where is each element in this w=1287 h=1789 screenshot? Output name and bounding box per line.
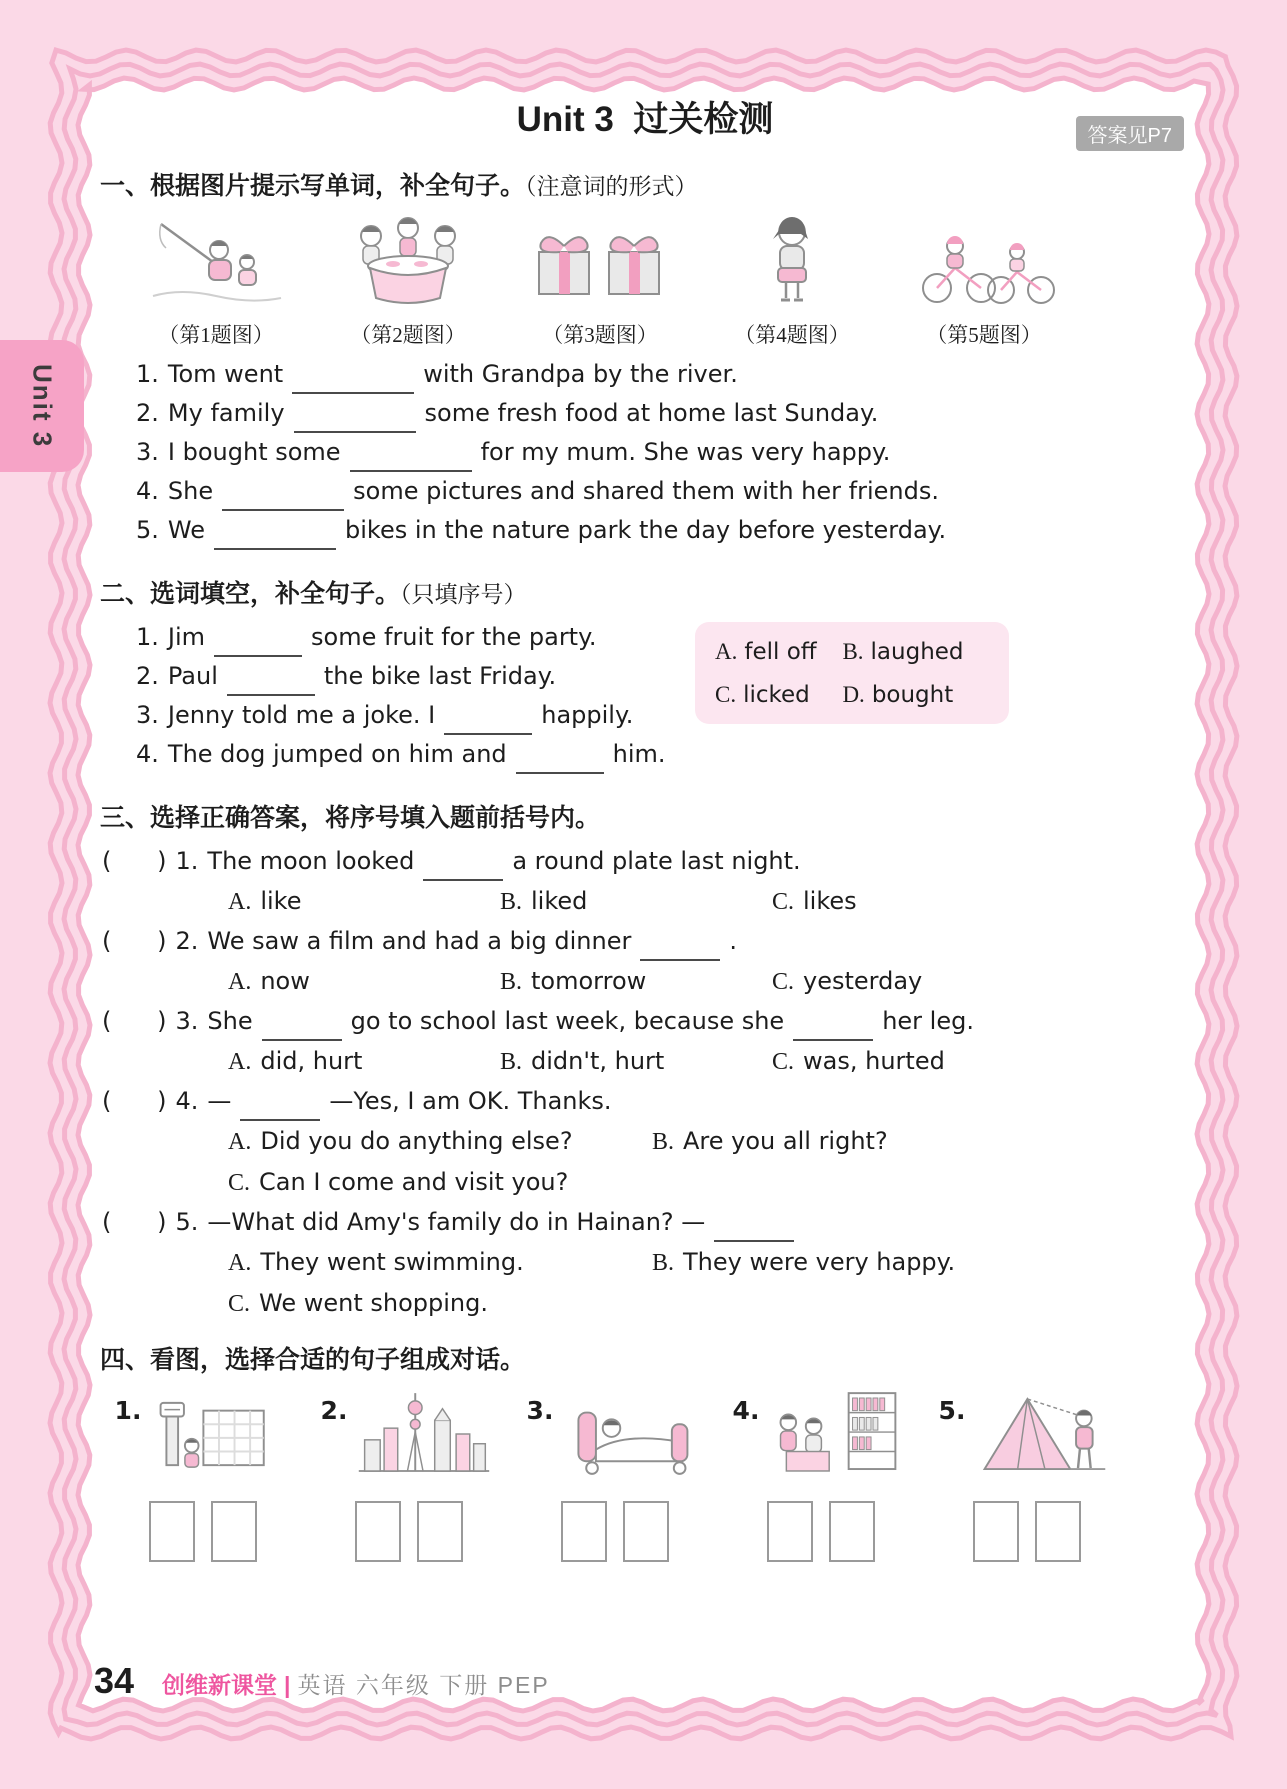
figure — [120, 210, 312, 349]
question-line — [136, 472, 1190, 511]
question-text: for my mum. She was very happy. — [480, 438, 891, 466]
option — [652, 1242, 1076, 1283]
section-2-questions — [100, 618, 1190, 774]
option-label: C. — [772, 1049, 795, 1075]
option-label: B. — [500, 1049, 523, 1075]
page-number: 34 — [94, 1660, 135, 1701]
word-bank-option — [842, 638, 989, 665]
dialogue-item — [306, 1384, 512, 1562]
section-4 — [100, 1340, 1190, 1562]
answer-blank — [423, 849, 503, 881]
city-skyline-illustration — [351, 1384, 497, 1489]
answer-box — [149, 1501, 195, 1562]
question-line — [136, 696, 1190, 735]
question-line — [102, 1082, 1190, 1121]
section-3-questions — [100, 842, 1190, 1324]
question-line — [136, 394, 1190, 433]
question-text: We — [167, 516, 205, 544]
question-text: We saw a film and had a big dinner — [207, 927, 632, 955]
word-bank-option — [715, 638, 842, 665]
question-line — [136, 511, 1190, 550]
option-text: bought — [871, 682, 954, 708]
options-row — [228, 961, 1190, 1002]
answer-box — [767, 1501, 813, 1562]
option-text: did, hurt — [260, 1047, 363, 1075]
section-2-heading-note: （只填序号） — [400, 582, 527, 607]
question-line — [136, 657, 1190, 696]
section-2 — [100, 574, 1190, 774]
question-text: —Yes, I am OK. Thanks. — [329, 1087, 612, 1115]
dialogue-item — [100, 1384, 306, 1562]
option-label: C. — [715, 682, 737, 707]
answer-blank — [294, 401, 416, 433]
section-1-heading — [100, 166, 1190, 202]
section-2-heading-text: 二、选词填空，补全句子。 — [100, 580, 401, 608]
options-row — [228, 881, 1190, 922]
option-label: A. — [228, 1049, 252, 1075]
question-number: 2. — [136, 662, 159, 690]
answer-blank — [444, 703, 532, 735]
answer-box — [829, 1501, 875, 1562]
answer-bracket: ( ) — [102, 927, 167, 955]
footer-divider: | — [284, 1672, 291, 1698]
answer-box — [355, 1501, 401, 1562]
figure — [504, 210, 696, 349]
question-text: —What did Amy's family do in Hainan? — — [207, 1208, 706, 1236]
question-number: 5. — [136, 516, 159, 544]
answer-bracket: ( ) — [102, 1007, 167, 1035]
answer-bracket: ( ) — [102, 1208, 167, 1236]
question-line — [136, 355, 1190, 394]
option-text: They were very happy. — [683, 1248, 956, 1276]
question-text: some pictures and shared them with her friends. — [353, 477, 939, 505]
dialogue-item-top — [733, 1384, 910, 1489]
option-label: B. — [842, 639, 864, 664]
option — [772, 881, 1044, 922]
question-text: The moon looked — [207, 847, 415, 875]
question-number: 1. — [136, 360, 159, 388]
figure-caption: （第4题图） — [734, 323, 850, 347]
section-1-heading-note: （注意词的形式） — [525, 174, 698, 199]
question-number: 4. — [136, 477, 159, 505]
word-bank-option — [715, 681, 842, 708]
answer-boxes — [561, 1501, 669, 1562]
dialogue-item-top — [321, 1384, 498, 1489]
answer-bracket: ( ) — [102, 847, 167, 875]
option — [228, 1041, 500, 1082]
reading-bookshelf-illustration — [763, 1384, 909, 1489]
answer-blank — [714, 1210, 794, 1242]
option-text: like — [260, 887, 302, 915]
question-text: Tom went — [167, 360, 284, 388]
dialogue-item — [924, 1384, 1130, 1562]
question-text: the bike last Friday. — [323, 662, 557, 690]
unit-tab-label: Unit 3 — [27, 363, 58, 449]
question-text: go to school last week, because she — [350, 1007, 785, 1035]
answer-blank — [214, 518, 336, 550]
answer-box — [973, 1501, 1019, 1562]
option-text: tomorrow — [531, 967, 647, 995]
page-title: Unit 3 过关检测 — [516, 100, 774, 139]
question-text: her leg. — [882, 1007, 974, 1035]
option-label: C. — [228, 1291, 251, 1317]
dialogue-item — [718, 1384, 924, 1562]
option — [500, 881, 772, 922]
question-number: 3. — [136, 438, 159, 466]
question-number: 4. — [136, 740, 159, 768]
option — [772, 961, 1044, 1002]
question-text: My family — [167, 399, 285, 427]
figure-caption: （第1题图） — [158, 323, 274, 347]
question-line — [136, 618, 1190, 657]
gifts-illustration — [525, 210, 675, 315]
option-label: B. — [652, 1250, 675, 1276]
page-content — [100, 86, 1190, 1562]
answer-boxes — [355, 1501, 463, 1562]
option — [652, 1121, 1076, 1162]
option-text: licked — [743, 682, 810, 708]
answer-blank — [793, 1009, 873, 1041]
answer-blank — [214, 625, 302, 657]
section-4-heading: 四、看图，选择合适的句子组成对话。 — [100, 1346, 526, 1374]
option — [228, 1242, 652, 1283]
question-number: 5. — [175, 1208, 199, 1236]
question-text: a round plate last night. — [512, 847, 801, 875]
answer-blank — [262, 1009, 342, 1041]
option-text: was, hurted — [803, 1047, 945, 1075]
question-text: Paul — [167, 662, 218, 690]
question-text: happily. — [541, 701, 634, 729]
dialogue-item — [512, 1384, 718, 1562]
question-number: 4. — [175, 1087, 199, 1115]
option — [228, 1162, 652, 1203]
question-text: Jim — [167, 623, 206, 651]
figure — [888, 210, 1080, 349]
question-number: 1. — [136, 623, 159, 651]
section-1-figures — [120, 210, 1190, 349]
question-text: — — [207, 1087, 232, 1115]
question-text: . — [729, 927, 737, 955]
answer-blank — [516, 742, 604, 774]
option — [228, 881, 500, 922]
answer-blank — [240, 1089, 320, 1121]
sleeping-in-bed-illustration — [557, 1384, 703, 1489]
answer-blank — [222, 479, 344, 511]
section-3-heading: 三、选择正确答案，将序号填入题前括号内。 — [100, 804, 601, 832]
answer-blank — [292, 362, 414, 394]
question-text: Jenny told me a joke. I — [167, 701, 436, 729]
figure-caption: （第5题图） — [926, 323, 1042, 347]
question-text: with Grandpa by the river. — [423, 360, 738, 388]
option-text: Are you all right? — [683, 1127, 888, 1155]
question-line — [102, 1002, 1190, 1041]
option-label: A. — [228, 889, 252, 915]
girl-standing-illustration — [717, 210, 867, 315]
answer-boxes — [149, 1501, 257, 1562]
option-label: B. — [500, 889, 523, 915]
figure — [312, 210, 504, 349]
option-label: D. — [842, 682, 865, 707]
section-1-questions — [100, 355, 1190, 550]
answer-badge: 答案见P7 — [1076, 116, 1184, 151]
question-number: 2. — [175, 927, 199, 955]
title-row — [100, 92, 1190, 156]
question-text: She — [207, 1007, 253, 1035]
section-4-items — [100, 1384, 1190, 1562]
item-number: 5. — [938, 1396, 966, 1425]
option — [228, 1121, 652, 1162]
question-number: 2. — [136, 399, 159, 427]
option-text: liked — [531, 887, 588, 915]
family-dinner-illustration — [333, 210, 483, 315]
item-number: 2. — [320, 1396, 348, 1425]
answer-box — [1035, 1501, 1081, 1562]
question-line — [136, 735, 1190, 774]
figure-caption: （第3题图） — [542, 323, 658, 347]
question-line — [102, 1203, 1190, 1242]
question-text: She — [167, 477, 214, 505]
option — [772, 1041, 1044, 1082]
page-footer — [94, 1660, 550, 1702]
option-label: C. — [772, 889, 795, 915]
option — [500, 1041, 772, 1082]
question-text: I bought some — [167, 438, 341, 466]
answer-box — [561, 1501, 607, 1562]
option — [500, 961, 772, 1002]
riding-bikes-illustration — [909, 210, 1059, 315]
option-label: C. — [772, 969, 795, 995]
question-text: some fresh food at home last Sunday. — [424, 399, 879, 427]
option-label: A. — [228, 969, 252, 995]
item-number: 3. — [526, 1396, 554, 1425]
question-text: him. — [612, 740, 666, 768]
dialogue-item-top — [527, 1384, 704, 1489]
answer-blank — [350, 440, 472, 472]
answer-bracket: ( ) — [102, 1087, 167, 1115]
question-number: 3. — [175, 1007, 199, 1035]
option-text: fell off — [744, 639, 817, 665]
option-label: C. — [228, 1170, 251, 1196]
brand-name: 创维新课堂 — [162, 1672, 278, 1698]
question-line — [136, 433, 1190, 472]
options-row — [228, 1242, 1190, 1324]
footer-meta: 英语 六年级 下册 PEP — [297, 1672, 550, 1698]
section-2-heading — [100, 574, 1190, 610]
option-text: laughed — [870, 639, 964, 665]
answer-blank — [640, 929, 720, 961]
setting-up-tent-illustration — [969, 1384, 1115, 1489]
options-row — [228, 1121, 1190, 1203]
option-label: A. — [715, 639, 738, 664]
airport-illustration — [145, 1384, 291, 1489]
answer-boxes — [767, 1501, 875, 1562]
option-text: yesterday — [803, 967, 923, 995]
word-bank-option — [842, 681, 989, 708]
dialogue-item-top — [939, 1384, 1116, 1489]
question-text: some fruit for the party. — [311, 623, 597, 651]
word-bank — [695, 622, 1009, 724]
question-number: 3. — [136, 701, 159, 729]
option — [228, 961, 500, 1002]
fishing-illustration — [141, 210, 291, 315]
option-text: likes — [803, 887, 857, 915]
option-text: They went swimming. — [260, 1248, 524, 1276]
answer-boxes — [973, 1501, 1081, 1562]
answer-box — [623, 1501, 669, 1562]
option-label: A. — [228, 1250, 252, 1276]
option-label: B. — [652, 1129, 675, 1155]
figure-caption: （第2题图） — [350, 323, 466, 347]
figure — [696, 210, 888, 349]
option — [228, 1283, 652, 1324]
dialogue-item-top — [115, 1384, 292, 1489]
question-line — [102, 842, 1190, 881]
option-label: B. — [500, 969, 523, 995]
options-row — [228, 1041, 1190, 1082]
unit-tab — [0, 340, 84, 472]
section-3 — [100, 798, 1190, 1324]
section-1-heading-text: 一、根据图片提示写单词，补全句子。 — [100, 172, 526, 200]
answer-box — [211, 1501, 257, 1562]
option-label: A. — [228, 1129, 252, 1155]
question-text: bikes in the nature park the day before yesterday. — [345, 516, 947, 544]
option-text: We went shopping. — [259, 1289, 488, 1317]
item-number: 1. — [114, 1396, 142, 1425]
answer-blank — [227, 664, 315, 696]
option-text: now — [260, 967, 310, 995]
option-text: Did you do anything else? — [260, 1127, 573, 1155]
item-number: 4. — [732, 1396, 760, 1425]
question-number: 1. — [175, 847, 199, 875]
question-line — [102, 922, 1190, 961]
option-text: Can I come and visit you? — [259, 1168, 569, 1196]
answer-box — [417, 1501, 463, 1562]
option-text: didn't, hurt — [531, 1047, 665, 1075]
question-text: The dog jumped on him and — [167, 740, 507, 768]
